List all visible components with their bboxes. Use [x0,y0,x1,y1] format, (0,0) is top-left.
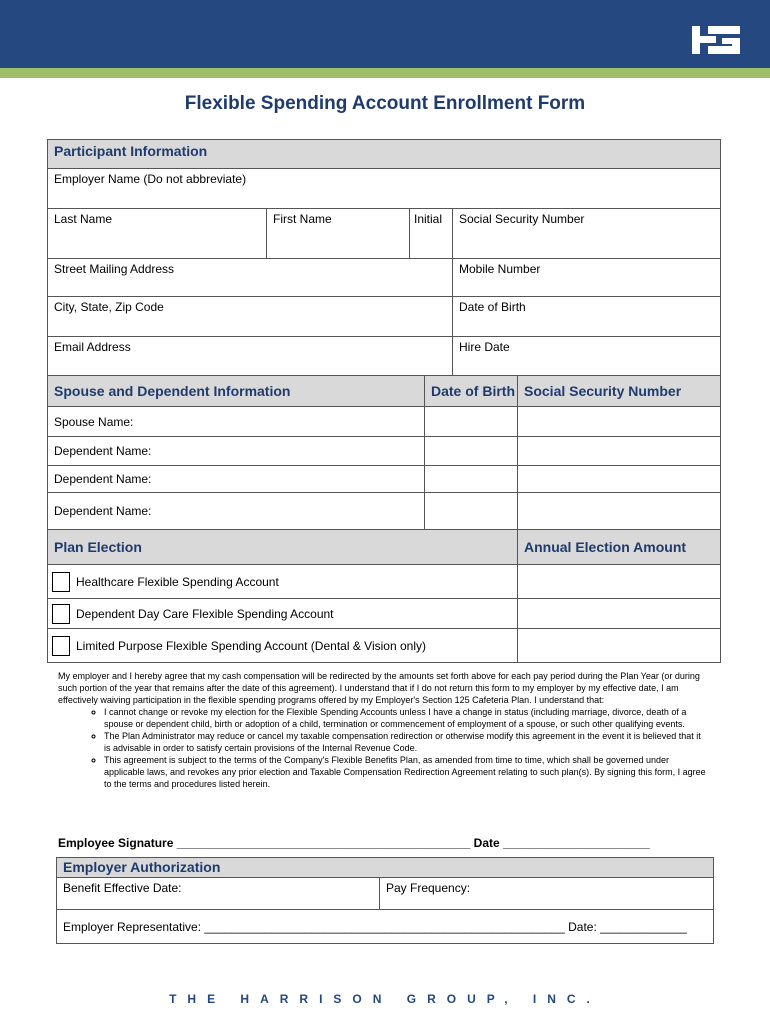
pay-frequency-field[interactable]: Pay Frequency: [380,878,714,910]
dependent-3-name-field[interactable]: Dependent Name: [48,493,425,530]
employer-authorization-heading: Employer Authorization [57,858,714,878]
limited-purpose-fsa-label: Limited Purpose Flexible Spending Account (Dental & Vision only) [76,638,426,653]
dependent-2-name-field[interactable]: Dependent Name: [48,466,425,493]
limited-purpose-fsa-checkbox[interactable] [52,636,70,656]
dependent-dob-header: Date of Birth [425,376,518,407]
dependent-3-dob-field[interactable] [425,493,518,530]
dependent-ssn-header: Social Security Number [518,376,721,407]
healthcare-fsa-checkbox[interactable] [52,572,70,592]
company-logo [692,26,740,54]
dependent-3-ssn-field[interactable] [518,493,721,530]
email-field[interactable]: Email Address [48,337,453,376]
date-of-birth-field[interactable]: Date of Birth [453,297,721,337]
dependent-2-dob-field[interactable] [425,466,518,493]
hire-date-field[interactable]: Hire Date [453,337,721,376]
spouse-name-field[interactable]: Spouse Name: [48,407,425,437]
benefit-effective-date-field[interactable]: Benefit Effective Date: [57,878,380,910]
enrollment-table [47,139,721,663]
agreement-text [58,670,708,790]
dependent-care-fsa-checkbox[interactable] [52,604,70,624]
annual-amount-header: Annual Election Amount [518,530,721,565]
header-accent-stripe [0,68,770,78]
employer-authorization-table [56,857,714,944]
healthcare-fsa-amount-field[interactable] [518,565,721,599]
employee-signature-line[interactable]: Employee Signature ____________________________________________ Date ______________________ [58,836,650,850]
employer-representative-field[interactable]: Employer Representative: ______________________________________________________ Date: _____________ [57,910,714,944]
dependents-heading: Spouse and Dependent Information [48,376,425,407]
mobile-number-field[interactable]: Mobile Number [453,259,721,297]
company-footer: THE HARRISON GROUP, INC. [169,992,601,1006]
healthcare-fsa-label: Healthcare Flexible Spending Account [76,574,279,589]
dependent-1-name-field[interactable]: Dependent Name: [48,437,425,466]
plan-election-heading: Plan Election [48,530,518,565]
city-state-zip-field[interactable]: City, State, Zip Code [48,297,453,337]
dependent-1-ssn-field[interactable] [518,437,721,466]
ssn-field[interactable]: Social Security Number [453,209,721,259]
first-name-field[interactable]: First Name [267,209,410,259]
initial-field[interactable]: Initial [410,209,453,259]
form-title: Flexible Spending Account Enrollment Form [184,93,586,114]
agreement-list [58,706,708,790]
dependent-care-fsa-label: Dependent Day Care Flexible Spending Account [76,606,334,621]
agreement-item: ◦ The Plan Administrator may reduce or cancel my taxable compensation redirection or otherwise modify this agreement in the event it is believed that it is advisable in order to satisfy certain provisions of the Internal Revenue Code. [104,730,708,754]
dependent-care-fsa-amount-field[interactable] [518,599,721,629]
employer-name-field[interactable]: Employer Name (Do not abbreviate) [48,169,721,209]
street-address-field[interactable]: Street Mailing Address [48,259,453,297]
last-name-field[interactable]: Last Name [48,209,267,259]
limited-purpose-fsa-amount-field[interactable] [518,629,721,663]
spouse-dob-field[interactable] [425,407,518,437]
dependent-care-fsa-option[interactable] [48,599,518,629]
spouse-ssn-field[interactable] [518,407,721,437]
participant-heading: Participant Information [48,140,721,169]
dependent-1-dob-field[interactable] [425,437,518,466]
agreement-item: ◦ I cannot change or revoke my election for the Flexible Spending Accounts unless I have a change in status (including marriage, divorce, death of a spouse or dependent child, birth or adoption of a child, termination or commencement of employment of a spouse, or such other qualifying events. [104,706,708,730]
healthcare-fsa-option[interactable] [48,565,518,599]
limited-purpose-fsa-option[interactable] [48,629,518,663]
header-bar [0,0,770,68]
dependent-2-ssn-field[interactable] [518,466,721,493]
agreement-item: ◦ This agreement is subject to the terms of the Company's Flexible Benefits Plan, as amended from time to time, which shall be governed under applicable laws, and revokes any prior election and Taxable Compensation Redirection Agreement relating to such plan(s). By signing this form, I agree to the terms and procedures listed herein. [104,754,708,790]
agreement-intro: My employer and I hereby agree that my cash compensation will be redirected by the amounts set forth above for each pay period during the Plan Year (or during such portion of the year that remains after the date of this agreement). I understand that if I do not return this form to my employer by my effective date, I am effectively waiving participation in the flexible spending programs offered by my Employer's Section 125 Cafeteria Plan. I understand that: [58,671,700,705]
